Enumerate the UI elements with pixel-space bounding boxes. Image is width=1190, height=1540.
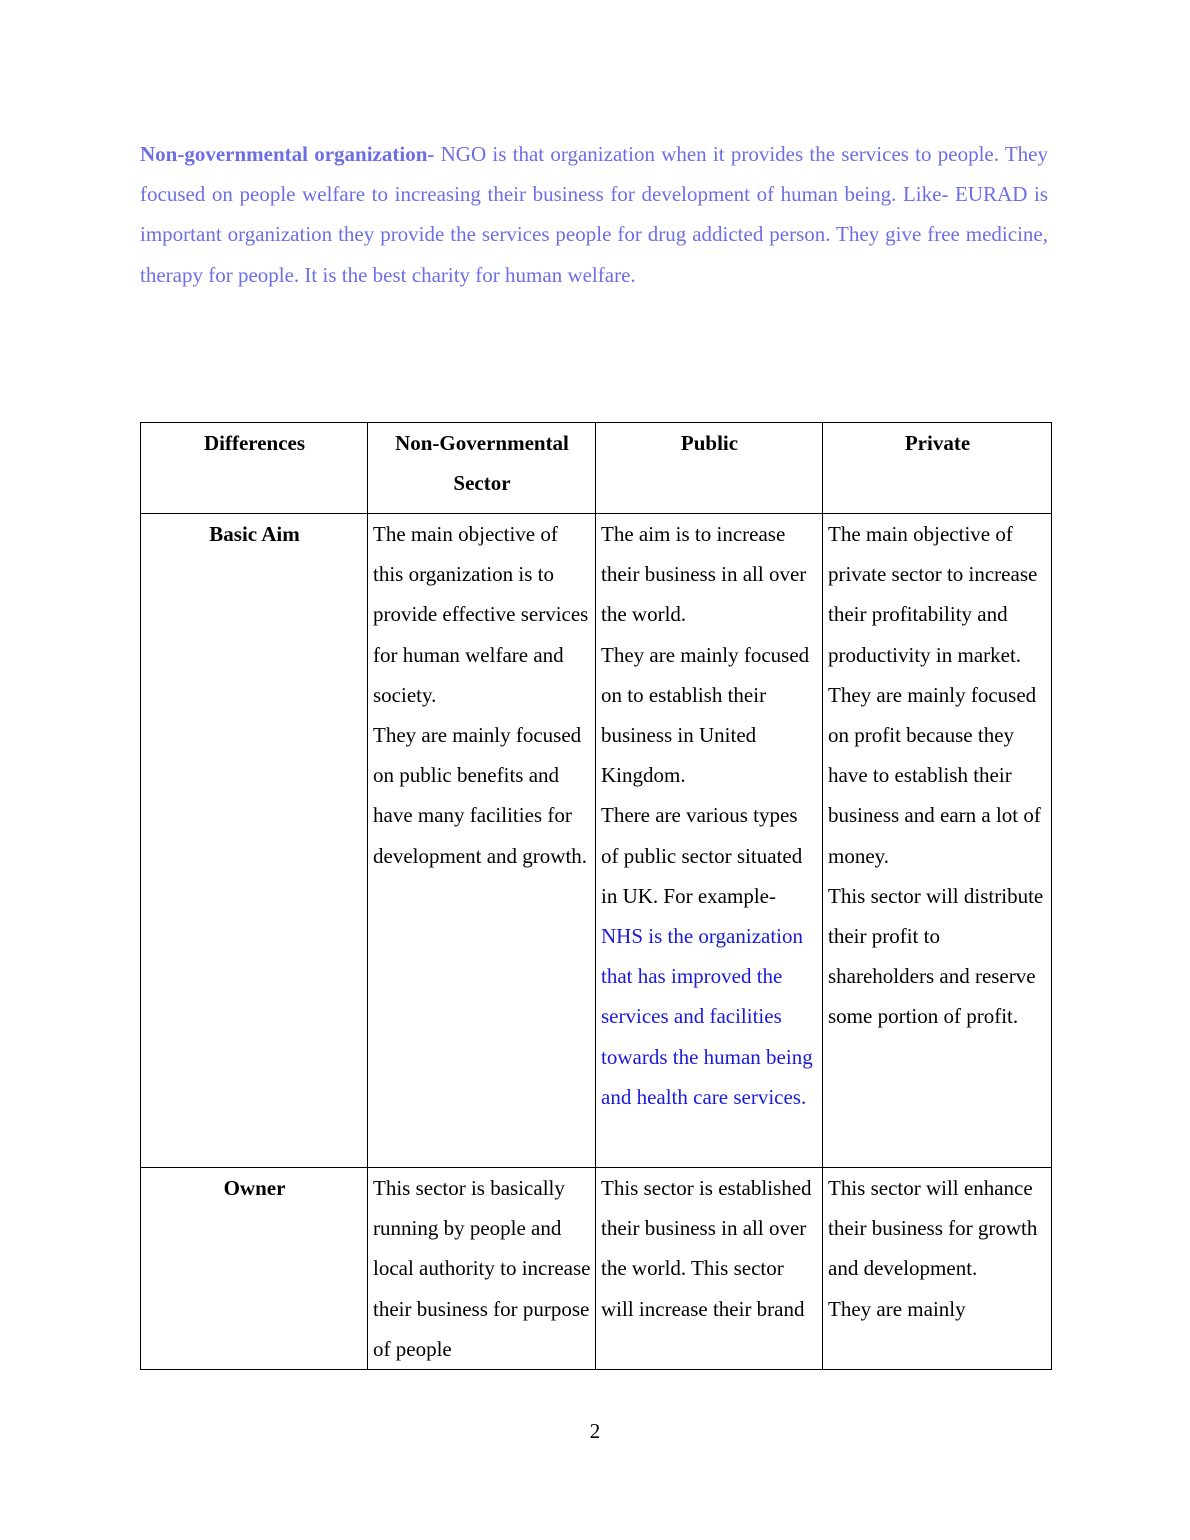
row-label-basic-aim: Basic Aim	[141, 514, 368, 1168]
basic-aim-private-p1: The main objective of private sector to increase their profitability and productivity in market.	[828, 522, 1038, 667]
table-row-owner	[141, 1168, 1052, 1370]
basic-aim-public-p3	[601, 795, 818, 1117]
basic-aim-public-p1: The aim is to increase their business in all over the world.	[601, 522, 807, 627]
owner-ngo-p1: This sector is basically running by people and local authority to increase their business for purpose of people	[373, 1176, 591, 1361]
basic-aim-public-cell	[596, 514, 823, 1168]
basic-aim-private-p2: They are mainly focused on profit because they have to establish their business and earn a lot of money.	[828, 682, 1041, 868]
header-private: Private	[823, 423, 1052, 514]
owner-public-cell	[596, 1168, 823, 1370]
basic-aim-public-p2: They are mainly focused on to establish their business in United Kingdom.	[601, 642, 810, 788]
table-row-basic-aim	[141, 514, 1052, 1168]
intro-text: NGO is that organization when it provides the services to people. They focused on people welfare to increasing their business for development of human being. Like- EURAD is important organization they provide the services people for drug addicted person. They give free medicine, therapy for people. It is the best charity for human welfare.	[140, 142, 1049, 287]
page-number: 2	[589, 1419, 601, 1443]
owner-private-p2: They are mainly	[828, 1296, 966, 1321]
nhs-highlight-text: NHS is the organization that has improved the services and facilities towards the human being and health care services.	[601, 924, 813, 1109]
table-header-row	[141, 423, 1052, 514]
header-differences: Differences	[141, 423, 368, 514]
basic-aim-public-p3-text: There are various types of public sector situated in UK. For example-	[601, 803, 803, 908]
owner-ngo-cell	[368, 1168, 596, 1370]
header-public: Public	[596, 423, 823, 514]
row-label-owner: Owner	[141, 1168, 368, 1370]
basic-aim-private-cell	[823, 514, 1052, 1168]
owner-private-cell	[823, 1168, 1052, 1370]
basic-aim-ngo-p1: The main objective of this organization is to provide effective services for human welfare and society.	[373, 522, 589, 707]
intro-lead: Non-governmental organization-	[140, 142, 435, 166]
owner-public-p1: This sector is established their business in all over the world. This sector will increase their brand	[601, 1176, 812, 1321]
basic-aim-private-p3: This sector will distribute their profit to shareholders and reserve some portion of profit.	[828, 883, 1044, 1029]
owner-private-p1: This sector will enhance their business for growth and development.	[828, 1176, 1038, 1281]
header-non-governmental: Non-Governmental Sector	[368, 423, 596, 514]
comparison-table	[140, 422, 1052, 1370]
basic-aim-ngo-p2: They are mainly focused on public benefits and have many facilities for development and growth.	[373, 723, 588, 868]
intro-paragraph	[140, 134, 1048, 295]
basic-aim-ngo-cell	[368, 514, 596, 1168]
